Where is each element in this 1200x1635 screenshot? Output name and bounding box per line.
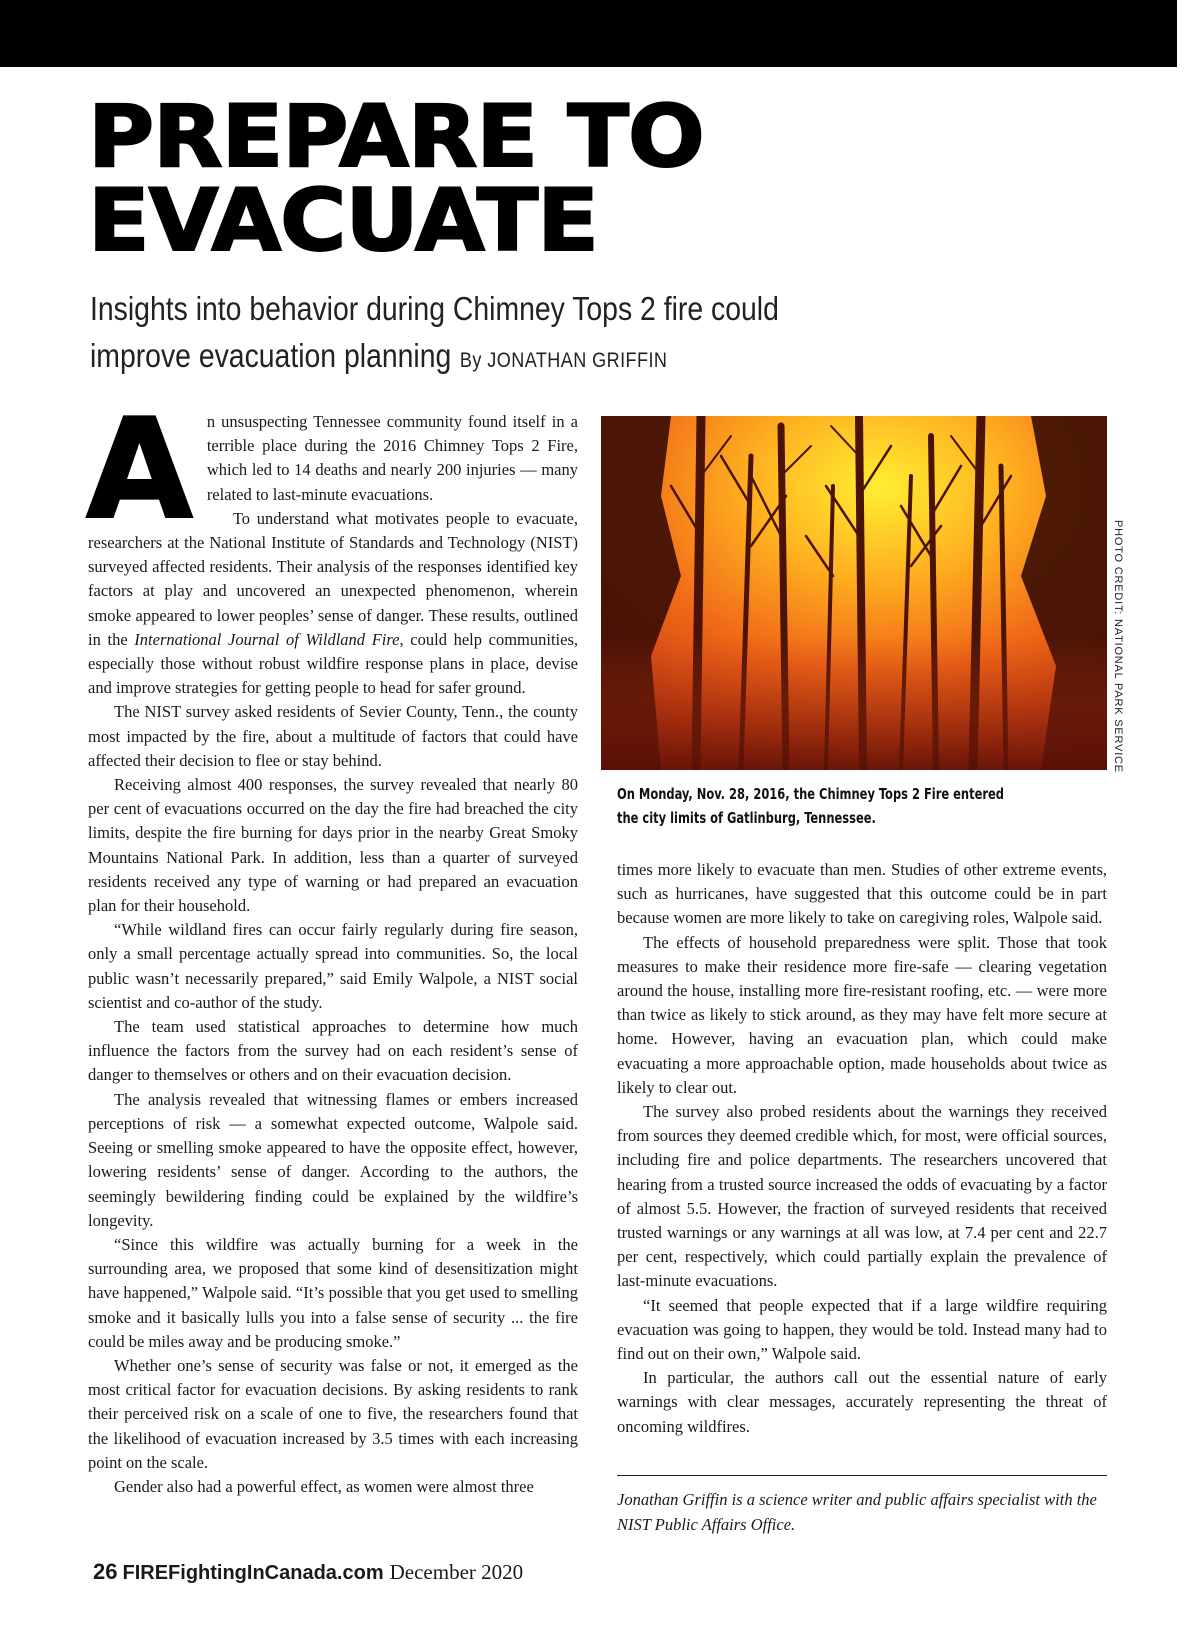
headline [88,87,704,271]
byline: By JONATHAN GRIFFIN [459,349,668,372]
page-footer [93,1559,523,1585]
issue-date: December 2020 [389,1560,524,1584]
article-column-1 [86,389,579,1499]
article-paragraph: The analysis revealed that witnessing flames or embers increased perceptions of risk — a somewhat expected outcome, Walpole said. Seeing or smelling smoke appeared to have the opposite effect, however, lowering residents’ sense of danger. According to the authors, the seemingly bewildering finding could be explained by the wildfire’s longevity. [88,1089,578,1230]
article-paragraph: The effects of household preparedness were split. Those that took measures to make their residence more fire-safe — clearing vegetation around the house, installing more fire-resistant roofing, etc. — were more than twice as likely to stick around, as they may have felt more secure at home. However, having an evacuation plan, which could make evacuating a more approachable option, made households about twice as likely to clear out. [617,932,1107,1097]
article-paragraph: times more likely to evacuate than men. Studies of other extreme events, such as hurricanes, have suggested that this outcome could be in part because women are more likely to take on caregiving roles, Walpole said. [617,860,1107,928]
article-paragraph: Gender also had a powerful effect, as women were almost three [114,1476,534,1496]
article-column-2 [617,858,1107,1439]
site-name: FIREFightingInCanada.com [122,1562,384,1584]
article-paragraph: The team used statistical approaches to determine how much influence the factors from the survey had on each resident’s sense of danger to themselves or others and on their evacuation decision. [88,1017,578,1085]
article-paragraph: “While wildland fires can occur fairly regularly during fire season, only a small percentage actually spread into communities. So, the local public wasn’t necessarily prepared,” said Emily Walpole, a NIST social scientist and co-author of the study. [88,920,578,1012]
article-paragraph: An unsuspecting Tennessee community found itself in a terrible place during the 2016 Chimney Tops 2 Fire, which led to 14 deaths and nearly 200 injuries — many related to last-minute evacuations. [86,389,578,550]
journal-title: International Journal of Wildland Fire [134,629,400,649]
article-paragraph: To understand what motivates people to evacuate, researchers at the National Institute of Standards and Technology (NIST) surveyed affected residents. Their analysis of the responses identified key factors at play and uncovered an unexpected phenomenon, wherein smoke appeared to lower peoples’ sense of danger. These results, outlined in the International Journal of Wildland Fire, could help communities, especially those without robust wildfire response plans in place, devise and improve strategies for getting people to head for safer ground. [88,508,579,698]
article-paragraph: The NIST survey asked residents of Sevier County, Tenn., the county most impacted by the fire, about a multitude of factors that could have affected their decision to flee or stay behind. [88,702,578,770]
article-paragraph: Receiving almost 400 responses, the survey revealed that nearly 80 per cent of evacuations occurred on the day the fire had breached the city limits, despite the fire burning for days prior in the nearby Great Smoky Mountains National Park. In addition, less than a quarter of surveyed residents received any type of warning or had prepared an evacuation plan for their household. [88,775,578,916]
article-paragraph: In particular, the authors call out the essential nature of early warnings with clear messages, accurately representing the threat of oncoming wildfires. [617,1368,1107,1436]
article-paragraph: The survey also probed residents about the warnings they received from sources they deemed credible which, for most, were official sources, including fire and police departments. The researchers uncovered that hearing from a trusted source increased the odds of evacuating by a factor of almost 5.5. However, the fraction of surveyed residents that received trusted warnings or any warnings at all was low, at 7.4 per cent and 22.7 per cent, respectively, which could partially explain the prevalence of last-minute evacuations. [617,1102,1107,1291]
author-bio: Jonathan Griffin is a science writer and public affairs specialist with the NIST Public Affairs Office. [617,1490,1097,1534]
headline-line-2: EVACUATE [88,171,598,271]
photo-credit: PHOTO CREDIT: NATIONAL PARK SERVICE [1112,520,1124,773]
subtitle: Insights into behavior during Chimney Tops 2 fire could improve evacuation planning [90,290,779,374]
article-paragraph: “Since this wildfire was actually burning for a week in the surrounding area, we proposed that some kind of desensitization might have happened,” Walpole said. “It’s possible that you get used to smelling smoke and it basically lulls you into a false sense of security ... the fire could be miles away and be producing smoke.” [88,1234,578,1351]
photo-caption: On Monday, Nov. 28, 2016, the Chimney Tops 2 Fire entered the city limits of Gatlinburg, Tennessee. [617,785,1005,827]
subtitle-block [90,285,864,384]
drop-cap: A [86,389,193,550]
bio-divider [617,1475,1107,1476]
headline-line-1: PREPARE TO [88,87,704,187]
article-paragraph: Whether one’s sense of security was false or not, it emerged as the most critical factor for evacuation decisions. By asking residents to rank their perceived risk on a scale of one to five, the researchers found that the likelihood of evacuation increased by 3.5 times with each increasing point on the scale. [88,1355,578,1472]
article-paragraph: “It seemed that people expected that if a large wildfire requiring evacuation was going to happen, they would be told. Instead many had to find out on their own,” Walpole said. [617,1295,1107,1364]
wildfire-photo [601,416,1107,770]
top-black-bar [0,0,1177,67]
page-number: 26 [93,1559,118,1584]
